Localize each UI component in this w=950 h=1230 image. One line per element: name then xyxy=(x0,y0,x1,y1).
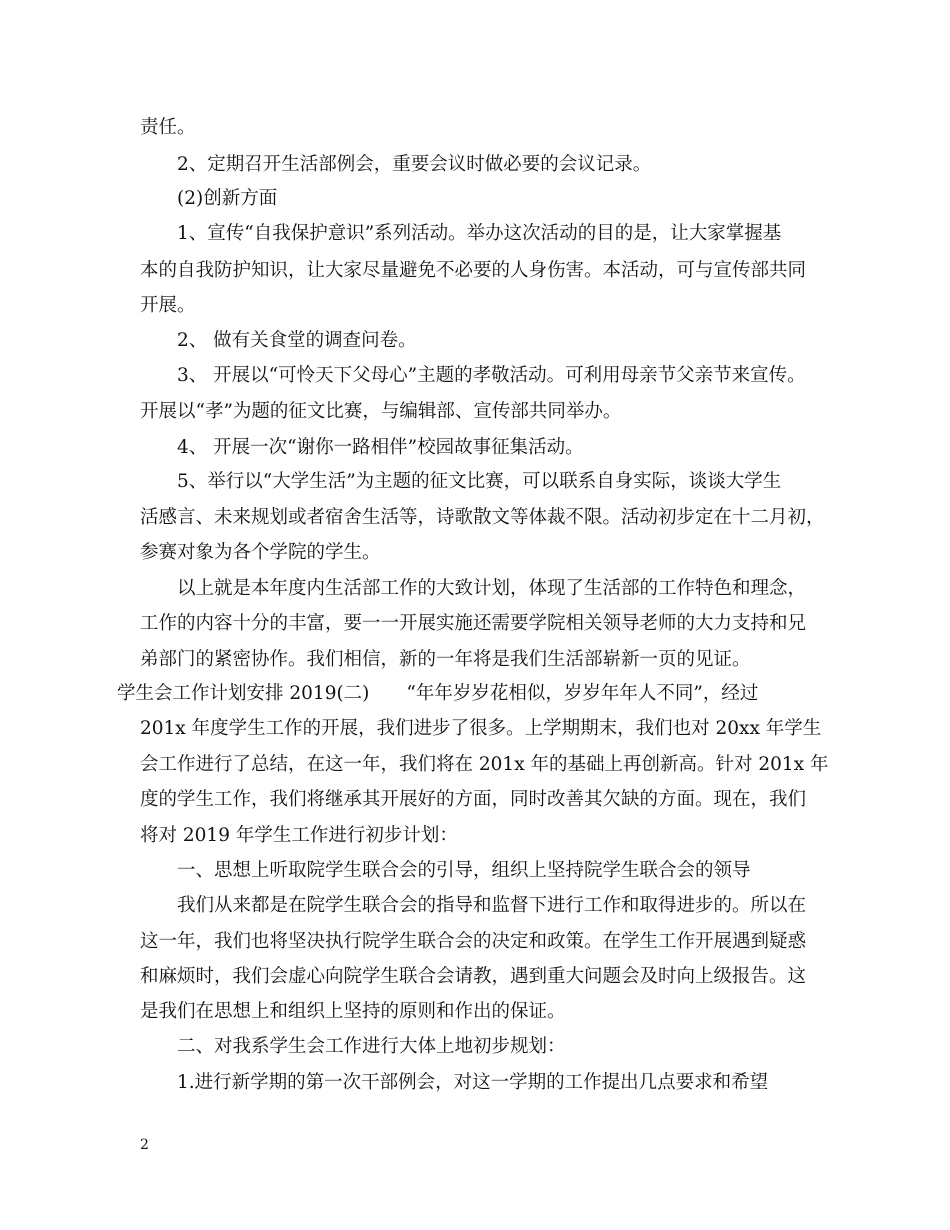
text-line: 2、 做有关食堂的调查问卷。 xyxy=(177,330,417,351)
text-line: 二、对我系学生会工作进行大体上地初步规划： xyxy=(177,1036,566,1057)
text-line: (2)创新方面 xyxy=(177,188,278,209)
text-line: 和麻烦时，我们会虚心向院学生联合会请教，遇到重大问题会及时向上级报告。这 xyxy=(140,966,807,987)
text-line: 本的自我防护知识，让大家尽量避免不必要的人身伤害。本活动，可与宣传部共同 xyxy=(140,260,807,281)
text-line: 1.进行新学期的第一次干部例会，对这一学期的工作提出几点要求和希望 xyxy=(177,1072,769,1093)
text-line: 2、定期召开生活部例会，重要会议时做必要的会议记录。 xyxy=(177,154,652,175)
text-line: 学生会工作计划安排 2019(二) “年年岁岁花相似，岁岁年年人不同”，经过 xyxy=(117,683,759,704)
text-line: 以上就是本年度内生活部工作的大致计划，体现了生活部的工作特色和理念， xyxy=(177,578,807,599)
text-line: 201x 年度学生工作的开展，我们进步了很多。上学期期末，我们也对 20xx 年学生 xyxy=(140,718,822,739)
text-line: 工作的内容十分的丰富，要一一开展实施还需要学院相关领导老师的大力支持和兄 xyxy=(140,613,807,634)
text-line: 将对 2019 年学生工作进行初步计划： xyxy=(140,825,458,846)
page-number: 2 xyxy=(140,1137,149,1153)
text-line: 3、 开展以“可怜天下父母心”主题的孝敬活动。可利用母亲节父亲节来宣传。 xyxy=(177,365,806,386)
text-line: 度的学生工作，我们将继承其开展好的方面，同时改善其欠缺的方面。现在，我们 xyxy=(140,789,807,810)
text-line: 弟部门的紧密协作。我们相信，新的一年将是我们生活部崭新一页的见证。 xyxy=(140,649,751,670)
text-line: 5、举行以“大学生活”为主题的征文比赛，可以联系自身实际，谈谈大学生 xyxy=(177,471,782,492)
text-line: 我们从来都是在院学生联合会的指导和监督下进行工作和取得进步的。所以在 xyxy=(177,895,807,916)
text-line: 会工作进行了总结，在这一年，我们将在 201x 年的基础上再创新高。针对 201x 年 xyxy=(140,754,829,775)
text-line: 开展。 xyxy=(140,295,196,316)
text-line: 开展以“孝”为题的征文比赛，与编辑部、宣传部共同举办。 xyxy=(140,401,622,422)
text-line: 1、宣传“自我保护意识”系列活动。举办这次活动的目的是，让大家掌握基 xyxy=(177,223,782,244)
text-line: 参赛对象为各个学院的学生。 xyxy=(140,542,381,563)
text-line: 这一年，我们也将坚决执行院学生联合会的决定和政策。在学生工作开展遇到疑惑 xyxy=(140,931,807,952)
text-line: 4、 开展一次“谢你一路相伴”校园故事征集活动。 xyxy=(177,437,584,458)
text-line: 责任。 xyxy=(140,117,196,138)
text-line: 一、思想上听取院学生联合会的引导，组织上坚持院学生联合会的领导 xyxy=(177,860,751,881)
text-line: 是我们在思想上和组织上坚持的原则和作出的保证。 xyxy=(140,1001,566,1022)
text-line: 活感言、未来规划或者宿舍生活等，诗歌散文等体裁不限。活动初步定在十二月初， xyxy=(140,507,825,528)
